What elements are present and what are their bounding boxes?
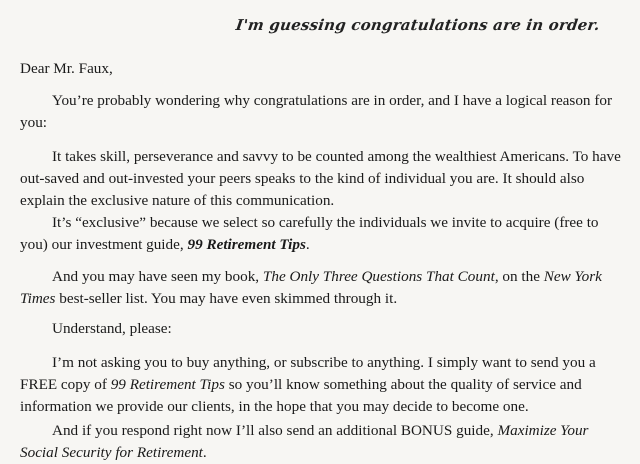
paragraph-book-mid: , on the (494, 268, 544, 285)
paragraph-exclusive (20, 212, 628, 256)
paragraph-understand: Understand, please: (52, 320, 172, 337)
paragraph-wealth: It takes skill, perseverance and savvy to be counted among the wealthiest Americans. To have out-saved and out-invested your peers speaks to the kind of individual you are. It should also explain the exclusive nature of this communication. (20, 148, 621, 209)
paragraph-bonus (20, 420, 628, 464)
paragraph-book-end: best-seller list. You may have even skimmed through it. (55, 290, 398, 307)
paragraph-free-copy-end: so you’ll know something about the quality of service and information we provide our clients, in the hope that you may decide to become one. (20, 376, 582, 415)
paragraph-exclusive-end: . (305, 236, 310, 253)
paragraph-exclusive-text: It’s “exclusive” because we select so carefully the individuals we invite to acquire (free to you) our investment guide, (20, 214, 599, 253)
paragraph-book-start: And you may have seen my book, (52, 268, 263, 285)
paragraph-bonus-start: And if you respond right now I’ll also send an additional BONUS guide, (52, 422, 498, 439)
book-title: The Only Three Questions That Count (262, 268, 495, 285)
guide-title-italic: 99 Retirement Tips (110, 376, 225, 393)
salutation: Dear Mr. Faux, (20, 60, 113, 77)
handwritten-tagline: I'm guessing congratulations are in order. (234, 16, 602, 34)
paragraph-free-copy (20, 352, 628, 418)
paragraph-bonus-end: . (202, 444, 207, 461)
paragraph-intro: You’re probably wondering why congratulations are in order, and I have a logical reason for you: (20, 92, 613, 131)
newspaper-name: New York Times (20, 268, 602, 307)
paragraph-book (20, 266, 628, 310)
bonus-guide-title: Maximize Your Social Security for Retirement (20, 422, 589, 461)
paragraph-free-copy-start: I’m not asking you to buy anything, or subscribe to anything. I simply want to send you a FREE copy of (20, 354, 596, 393)
guide-title: 99 Retirement Tips (187, 236, 306, 253)
